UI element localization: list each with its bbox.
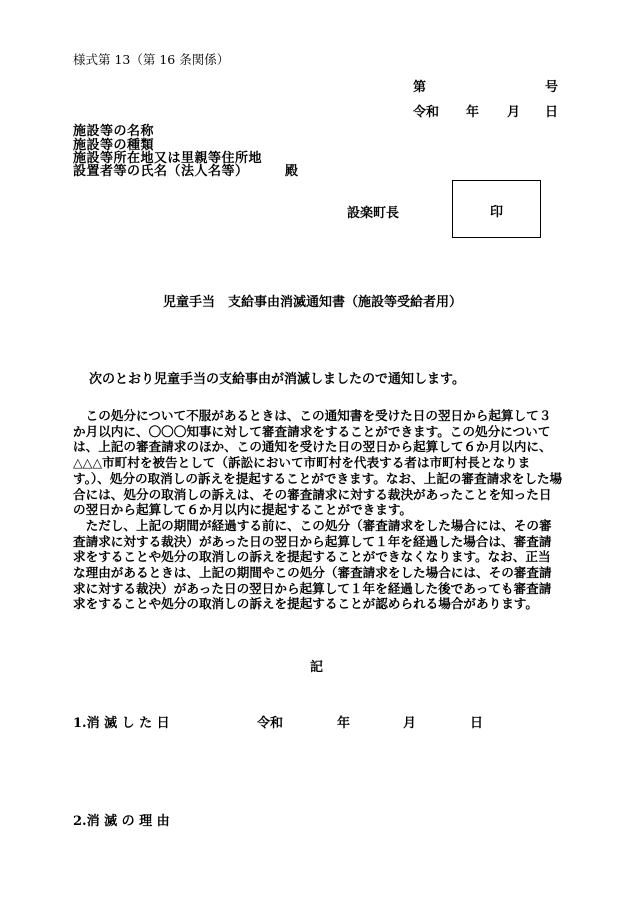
extinction-date-day: 日 bbox=[470, 716, 484, 731]
extinction-date-month: 月 bbox=[403, 716, 417, 731]
extinction-reason-label: 2.消 滅 の 理 由 bbox=[73, 814, 170, 829]
ki-heading: 記 bbox=[310, 660, 324, 675]
appeal-notice-paragraph-1: この処分について不服があるときは、この通知書を受けた日の翌日から起算して３か月以内に、〇〇〇知事に対して審査請求をすることができます。この処分については、上記の審査請求のほか、この通知を受けた日の翌日から起算して６か月以内に、△△△市町村を被告として（訴訟において市町村を代表する者は市町村長となります。）、処分の取消しの訴えを提起することができます。なお、上記の審査請求をした場合には、処分の取消しの訴えは、その審査請求に対する裁決があったことを知った日の翌日から起算して６か月以内に提起することができます。 bbox=[73, 408, 563, 518]
appeal-notice-paragraph-2: ただし、上記の期間が経過する前に、この処分（審査請求をした場合には、その審査請求に対する裁決）があった日の翌日から起算して１年を経過した場合は、審査請求をすることや処分の取消しの訴えを提起することができなくなります。なお、正当な理由があるときは、上記の期間やこの処分（審査請求をした場合には、その審査請求に対する裁決）があった日の翌日から起算して１年を経過した後であっても審査請求をすることや処分の取消しの訴えを提起することが認められる場合があります。 bbox=[73, 517, 552, 612]
issue-date-day: 日 bbox=[545, 105, 559, 120]
extinction-date-label: 1.消 滅 し た 日 bbox=[73, 716, 170, 731]
extinction-date-year: 年 bbox=[337, 716, 351, 731]
appeal-notice bbox=[73, 408, 563, 612]
sender-mayor: 設楽町長 bbox=[347, 206, 400, 221]
document-number-prefix: 第 bbox=[413, 80, 427, 95]
facility-name-label: 施設等の名称 bbox=[73, 124, 155, 139]
extinction-date-era: 令和 bbox=[257, 716, 284, 731]
intro-text: 次のとおり児童手当の支給事由が消滅しましたので通知します。 bbox=[89, 372, 465, 387]
document-number-suffix: 号 bbox=[545, 80, 559, 95]
founder-name-label: 設置者等の氏名（法人名等） bbox=[73, 164, 249, 179]
issue-date-month: 月 bbox=[507, 105, 521, 120]
facility-type-label: 施設等の種類 bbox=[73, 138, 155, 153]
honorific-dono: 殿 bbox=[285, 164, 299, 179]
form-id: 様式第 13（第 16 条関係） bbox=[73, 52, 230, 67]
facility-address-label: 施設等所在地又は里親等住所地 bbox=[73, 151, 263, 166]
seal-box bbox=[452, 180, 541, 238]
issue-date-era: 令和 bbox=[413, 105, 440, 120]
document-title: 児童手当 支給事由消滅通知書（施設等受給者用） bbox=[163, 295, 463, 310]
seal-label: 印 bbox=[489, 205, 503, 220]
issue-date-year: 年 bbox=[466, 105, 480, 120]
